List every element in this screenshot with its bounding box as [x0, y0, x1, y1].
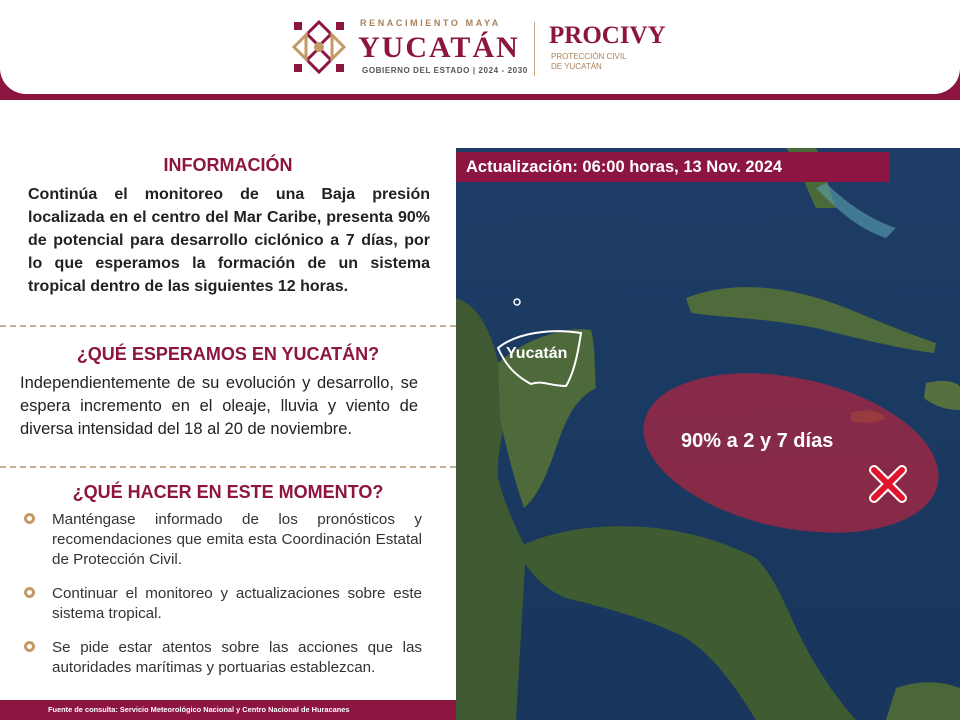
- list-item-text: Manténgase informado de los pronósticos y recomendaciones que emita esta Coordinación Estatal de Protección Civil.: [52, 511, 422, 568]
- list-item-text: Continuar el monitoreo y actualizaciones sobre este sistema tropical.: [52, 585, 422, 622]
- bullet-icon: [24, 641, 35, 652]
- source-footer: Fuente de consulta: Servicio Meteorológico Nacional y Centro Nacional de Huracanes: [0, 700, 456, 720]
- list-item: [22, 584, 422, 624]
- list-item: [22, 638, 422, 678]
- risk-label: 90% a 2 y 7 días: [681, 430, 834, 452]
- page-title: MONITOREO METEOROLÓGICO: [225, 101, 735, 138]
- expect-text: Independientemente de su evolución y desarrollo, se espera incremento en el oleaje, lluvia y viento de diversa intensidad del 18 al 20 de noviembre.: [20, 374, 418, 438]
- expect-title: ¿QUÉ ESPERAMOS EN YUCATÁN?: [76, 344, 380, 364]
- info-title: INFORMACIÓN: [163, 155, 293, 175]
- todo-list: [22, 510, 422, 692]
- section-divider: [0, 325, 456, 327]
- brand-government: GOBIERNO DEL ESTADO | 2024 - 2030: [362, 66, 528, 75]
- section-divider: [0, 466, 456, 468]
- list-item: [22, 510, 422, 570]
- header-divider: [534, 22, 535, 76]
- info-text: Continúa el monitoreo de una Baja presión localizada en el centro del Mar Caribe, presenta 90% de potencial para desarrollo ciclónico a 7 días, por lo que esperamos la formación de un sistema tropical dentro de las siguientes 12 horas.: [28, 186, 430, 295]
- region-label: Yucatán: [506, 345, 568, 362]
- brand-tagline: RENACIMIENTO MAYA: [360, 18, 501, 28]
- todo-title: ¿QUÉ HACER EN ESTE MOMENTO?: [72, 482, 384, 502]
- agency-subtitle: [551, 52, 627, 72]
- info-panel: [0, 148, 456, 720]
- update-banner: Actualización: 06:00 horas, 13 Nov. 2024: [456, 152, 890, 182]
- header: [0, 0, 960, 94]
- bullet-icon: [24, 587, 35, 598]
- agency-subtitle-line1: PROTECCIÓN CIVIL: [551, 52, 627, 61]
- yucatan-logo-icon: [290, 18, 348, 76]
- list-item-text: Se pide estar atentos sobre las acciones que las autoridades marítimas y portuarias establezcan.: [52, 639, 422, 676]
- bullet-icon: [24, 513, 35, 524]
- brand-name: YUCATÁN: [358, 31, 520, 64]
- agency-name: PROCIVY: [549, 22, 666, 49]
- agency-subtitle-line2: DE YUCATÁN: [551, 62, 602, 71]
